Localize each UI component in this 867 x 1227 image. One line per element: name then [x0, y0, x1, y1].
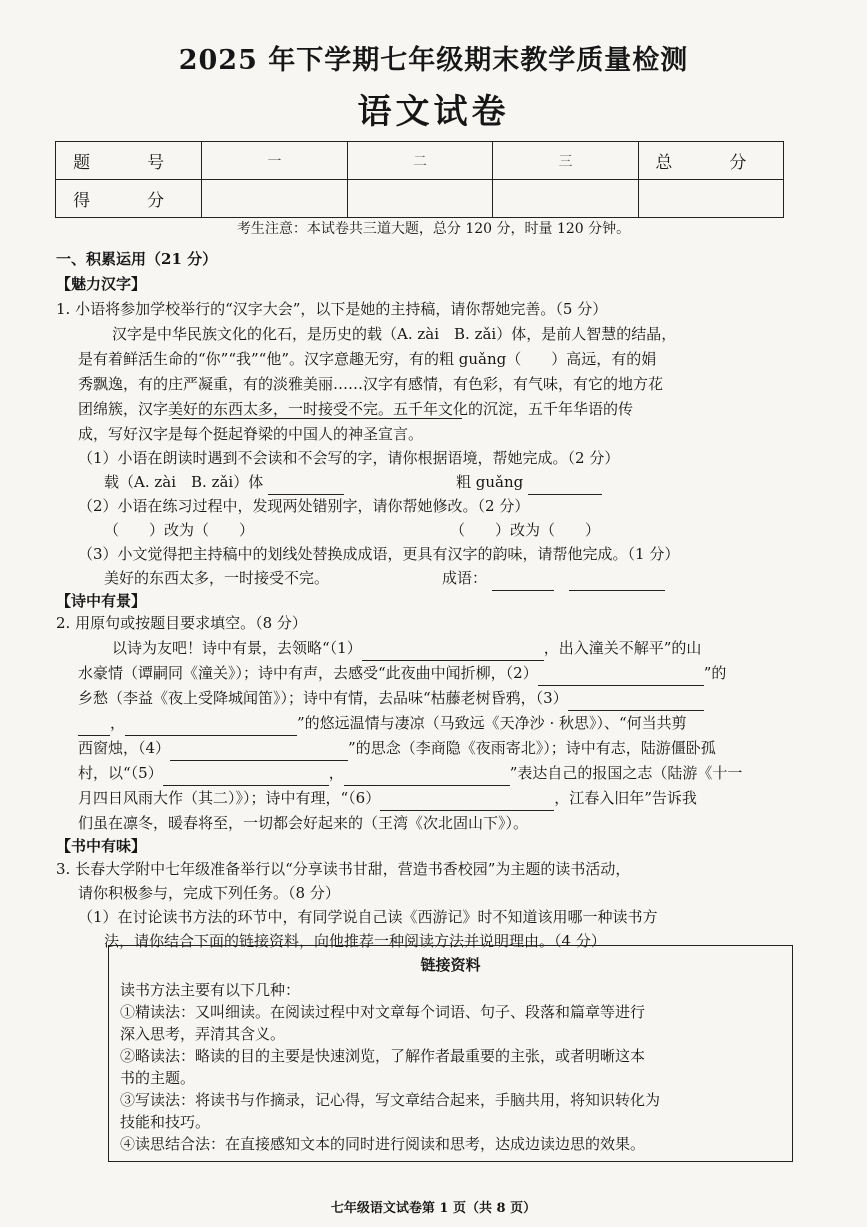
passage-line: 团绵簇，汉字美好的东西太多，一时接受不完。五千年文化的沉淀，五千年华语的传 [78, 400, 634, 418]
link-material-box [108, 945, 793, 1162]
answer-blank[interactable] [528, 476, 602, 495]
poem-line: 以诗为友吧！诗中有景，去领略“（1） ，出入潼关不解平”的山 [112, 636, 701, 661]
answer-blank[interactable] [163, 767, 329, 786]
answer-blank[interactable] [170, 742, 348, 761]
answer-blank[interactable] [125, 717, 297, 736]
question-1-sub-2: （2）小语在练习过程中，发现两处错别字，请你帮她修改。（2 分） [78, 497, 530, 515]
score-cell[interactable] [347, 180, 493, 218]
poem-line: 月四日风雨大作（其二）》）；诗中有理，“（6） ，江春入旧年”告诉我 [78, 786, 697, 811]
answer-blank[interactable] [569, 572, 665, 591]
link-material-line: 书的主题。 [120, 1069, 196, 1087]
sub-1-item-b: 粗 guǎng [456, 473, 524, 491]
underline-mark [172, 418, 462, 419]
passage-line: 是有着鲜活生命的“你”“我”“他”。汉字意趣无穷，有的粗 guǎng（ ）高远，有的娟 [78, 350, 657, 368]
question-2-stem: 2. 用原句或按题目要求填空。（8 分） [56, 614, 307, 632]
link-material-title: 链接资料 [420, 956, 481, 974]
passage-line: 成，写好汉字是每个挺起脊梁的中国人的神圣宣言。 [78, 425, 424, 443]
link-material-line: 读书方法主要有以下几种： [120, 981, 301, 999]
idiom-label: 成语： [442, 569, 488, 587]
question-1-stem: 1. 小语将参加学校举行的“汉字大会”，以下是她的主持稿，请你帮她完善。（5 分） [56, 300, 608, 318]
link-material-line: 深入思考，弄清其含义。 [120, 1025, 286, 1043]
score-table-col-3: 三 [493, 142, 639, 180]
answer-blank[interactable] [568, 692, 704, 711]
subsection-heading: 【魅力汉字】 [56, 275, 147, 293]
score-table [55, 141, 784, 218]
score-table-col-2: 二 [347, 142, 493, 180]
poem-line: 水豪情（谭嗣同《潼关》）；诗中有声，去感受“此夜曲中闻折柳，（2） ”的 [78, 661, 726, 686]
answer-row [442, 566, 665, 591]
sub-3-item: 美好的东西太多，一时接受不完。 [104, 569, 330, 587]
exam-notice: 考生注意：本试卷共三道大题，总分 120 分，时量 120 分钟。 [236, 221, 631, 237]
answer-blank[interactable] [538, 667, 704, 686]
question-3-sub-1: （1）在讨论读书方法的环节中，有同学说自己读《西游记》时不知道该用哪一种读书方 [78, 908, 658, 926]
question-3-sub-1-cont: 法，请你结合下面的链接资料，向他推荐一种阅读方法并说明理由。（4 分） [104, 932, 606, 950]
exam-subtitle: 语文试卷 [357, 92, 510, 132]
link-material-line: ③写读法：将读书与作摘录，记心得，写文章结合起来，手脑共用，将知识转化为 [120, 1091, 661, 1109]
link-material-line: ②略读法：略读的目的主要是快速浏览，了解作者最重要的主张，或者明晰这本 [120, 1047, 646, 1065]
answer-blank[interactable] [268, 476, 344, 495]
score-table-header-row [56, 142, 784, 180]
score-cell[interactable] [638, 180, 783, 218]
score-table-score-row [56, 180, 784, 218]
answer-blank[interactable] [78, 717, 110, 736]
link-material-line: ①精读法：又叫细读。在阅读过程中对文章每个词语、句子、段落和篇章等进行 [120, 1003, 646, 1021]
answer-blank[interactable] [492, 572, 554, 591]
subsection-heading: 【诗中有景】 [56, 592, 147, 610]
passage-line: 汉字是中华民族文化的化石，是历史的载（A. zài B. zǎi）体，是前人智慧的结晶， [112, 325, 677, 343]
passage-line: 秀飘逸，有的庄严凝重，有的淡雅美丽……汉字有感情，有色彩，有气味，有它的地方花 [78, 375, 664, 393]
score-cell[interactable] [493, 180, 639, 218]
poem-line: 乡愁（李益《夜上受降城闻笛》）；诗中有情，去品味“枯藤老树昏鸦，（3） [78, 686, 704, 711]
sub-2-item-b[interactable]: （ ）改为（ ） [450, 521, 601, 539]
sub-1-item-a: 载（A. zài B. zǎi）体 [104, 473, 264, 491]
link-material-line: ④读思结合法：在直接感知文本的同时进行阅读和思考，达成边读边思的效果。 [120, 1135, 646, 1153]
exam-title: 2025 年下学期七年级期末教学质量检测 [178, 45, 689, 76]
question-1-sub-3: （3）小文觉得把主持稿中的划线处替换成成语，更具有汉字的韵味，请帮他完成。（1 分） [78, 545, 680, 563]
answer-blank[interactable] [344, 767, 510, 786]
link-material-line: 技能和技巧。 [120, 1113, 211, 1131]
question-3-stem: 3. 长春大学附中七年级准备举行以“分享读书甘甜，营造书香校园”为主题的读书活动， [56, 860, 631, 878]
score-row-label: 得 分 [56, 180, 202, 218]
sub-2-item-a[interactable]: （ ）改为（ ） [104, 521, 255, 539]
score-table-label: 题 号 [56, 142, 202, 180]
poem-line: 们虽在凛冬，暖春将至，一切都会好起来的（王湾《次北固山下》）。 [78, 814, 529, 832]
answer-row [456, 470, 602, 495]
score-table-col-1: 一 [202, 142, 348, 180]
answer-row [104, 470, 344, 495]
answer-blank[interactable] [362, 642, 544, 661]
poem-line: ， ”的悠远温情与凄凉（马致远《天净沙 · 秋思》）、“何当共剪 [78, 711, 687, 736]
section-heading: 一、积累运用（21 分） [56, 250, 218, 268]
page-footer: 七年级语文试卷第 1 页（共 8 页） [330, 1201, 537, 1216]
question-3-stem-cont: 请你积极参与，完成下列任务。（8 分） [78, 884, 340, 902]
score-cell[interactable] [202, 180, 348, 218]
subsection-heading: 【书中有味】 [56, 837, 147, 855]
question-1-sub-1: （1）小语在朗读时遇到不会读和不会写的字，请你根据语境，帮她完成。（2 分） [78, 449, 620, 467]
answer-blank[interactable] [380, 792, 554, 811]
poem-line: 西窗烛，（4） ”的思念（李商隐《夜雨寄北》）；诗中有志，陆游僵卧孤 [78, 736, 716, 761]
score-table-total: 总 分 [638, 142, 783, 180]
poem-line: 村，以“（5） ， ”表达自己的报国之志（陆游《十一 [78, 761, 742, 786]
